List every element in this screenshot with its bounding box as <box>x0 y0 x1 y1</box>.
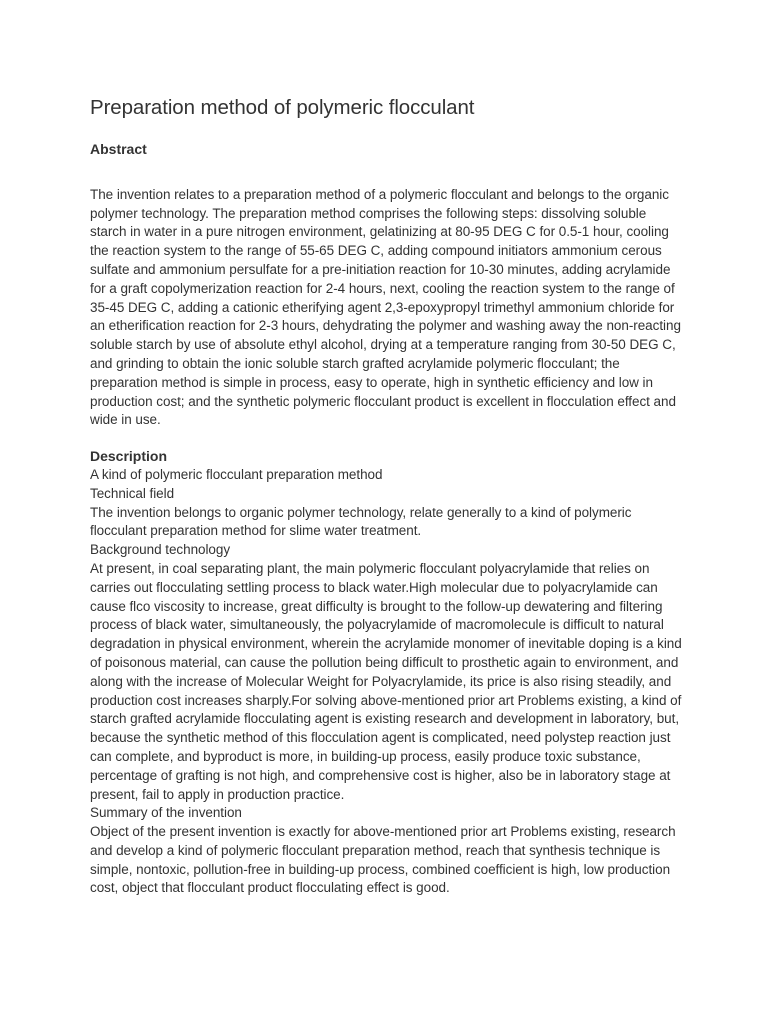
description-line-summary: Summary of the invention <box>90 805 242 821</box>
description-paragraph-technical-field: The invention belongs to organic polymer technology, relate generally to a kind of polymeric flocculant preparation method for slime water treatment. <box>90 504 632 539</box>
description-line-title: A kind of polymeric flocculant preparation method <box>90 466 383 482</box>
description-heading: Description <box>90 448 168 465</box>
description-line-background: Background technology <box>90 542 231 558</box>
description-paragraph-background: At present, in coal separating plant, the main polymeric flocculant polyacrylamide that relies on carries out flocculating settling process to black water.High molecular due to polyacrylamide can cause flco viscosity to increase, great difficulty is brought to the follow-up dewatering and filtering process of black water, simultaneously, the polyacrylamide of macromolecule is difficult to natural degradation in physical environment, wherein the acrylamide monomer of inevitable doping is a kind of poisonous material, can cause the pollution being difficult to prosthetic again to environment, and along with the increase of Molecular Weight for Polyacrylamide, its price is also rising steadily, and production cost increases sharply.For solving above-mentioned prior art Problems existing, a kind of starch grafted acrylamide flocculating agent is existing research and development in laboratory, but, because the synthetic method of this flocculation agent is complicated, need polystep reaction just can complete, and byproduct is more, in building-up process, easily produce toxic substance, percentage of grafting is not high, and comprehensive cost is higher, also be in laboratory stage at present, fail to apply in production practice. <box>90 560 682 802</box>
description-paragraph-summary: Object of the present invention is exactly for above-mentioned prior art Problems existing, research and develop a kind of polymeric flocculant preparation method, reach that synthesis technique is simple, nontoxic, pollution-free in building-up process, combined coefficient is high, low production cost, object that flocculant product flocculating effect is good. <box>90 824 676 896</box>
abstract-text: The invention relates to a preparation method of a polymeric flocculant and belongs to the organic polymer technology. The preparation method comprises the following steps: dissolving soluble starch in water in a pure nitrogen environment, gelatinizing at 80-95 DEG C for 0.5-1 hour, cooling the reaction system to the range of 55-65 DEG C, adding compound initiators ammonium cerous sulfate and ammonium persulfate for a pre-initiation reaction for 10-30 minutes, adding acrylamide for a graft copolymerization reaction for 2-4 hours, next, cooling the reaction system to the range of 35-45 DEG C, adding a cationic etherifying agent 2,3-epoxypropyl trimethyl ammonium chloride for an etherification reaction for 2-3 hours, dehydrating the polymer and washing away the non-reacting soluble starch by use of absolute ethyl alcohol, drying at a temperature ranging from 30-50 DEG C, and grinding to obtain the ionic soluble starch grafted acrylamide polymeric flocculant; the preparation method is simple in process, easy to operate, high in synthetic efficiency and low in production cost; and the synthetic polymeric flocculant product is excellent in flocculation effect and wide in use. <box>90 186 681 428</box>
description-line-technical-field: Technical field <box>90 485 175 501</box>
document-title: Preparation method of polymeric flocculant <box>90 96 475 119</box>
document-page <box>90 94 682 898</box>
description-body <box>90 466 682 898</box>
abstract-heading: Abstract <box>90 141 147 157</box>
